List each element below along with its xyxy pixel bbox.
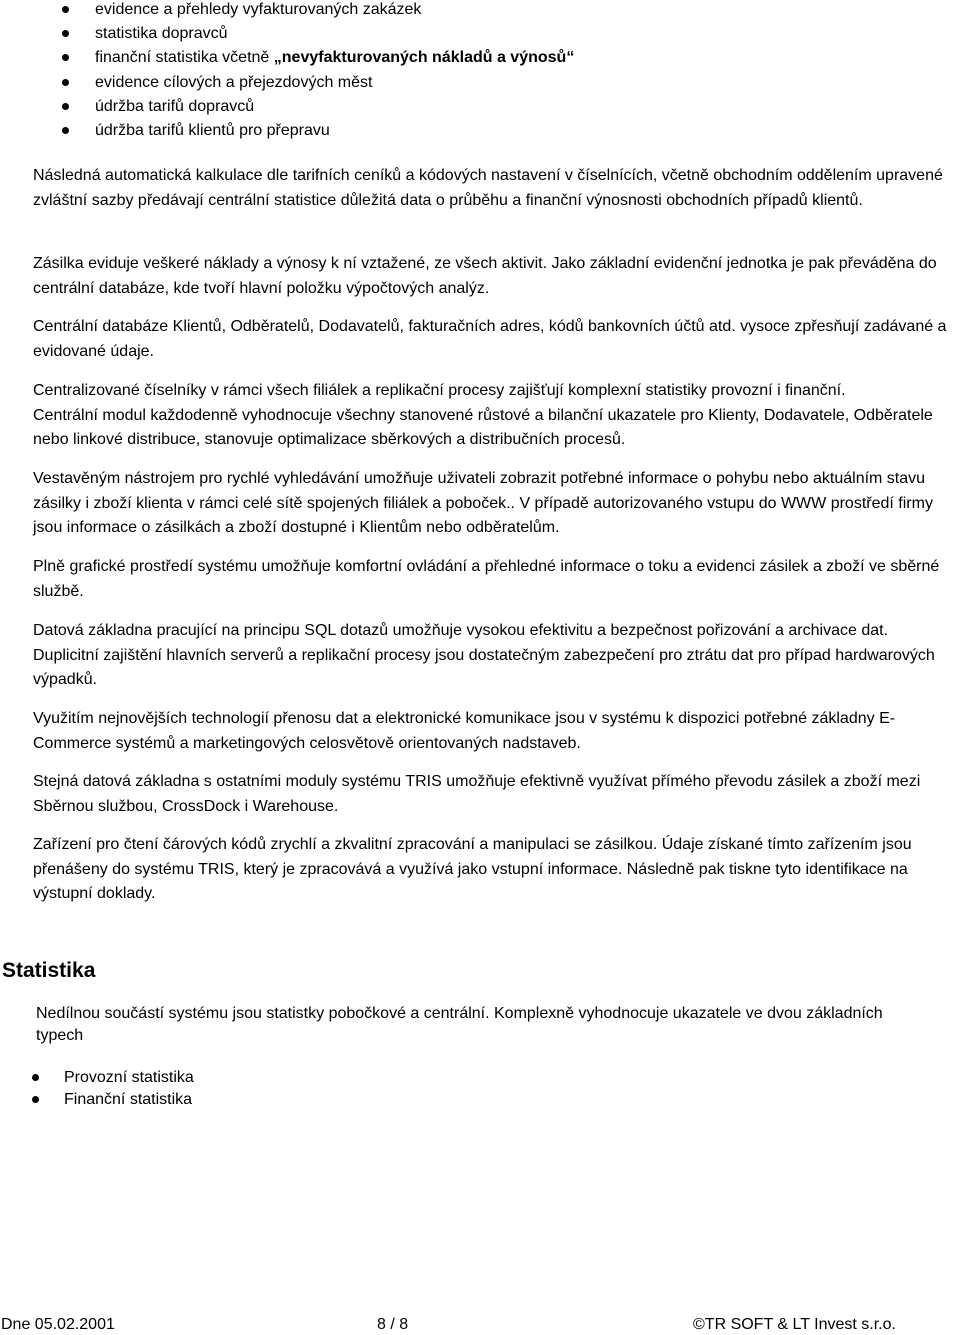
paragraph-line: Centralizované číselníky v rámci všech filiálek a replikační procesy zajišťují komplexní statistiky provozní i finanční.	[33, 382, 846, 399]
footer-date: Dne 05.02.2001	[1, 1316, 115, 1333]
list-item	[62, 46, 574, 70]
paragraph: Vestavěným nástrojem pro rychlé vyhledávání umožňuje uživateli zobrazit potřebné informace o pohybu nebo aktuálním stavu zásilky i zboží klienta v rámci celé sítě spojených filiálek a poboček.. V případě autorizovaného vstupu do WWW prostředí firmy jsou informace o zásilkách a zboží dostupné i Klientům nebo odběratelům.	[33, 470, 933, 536]
paragraph: Plně grafické prostředí systému umožňuje komfortní ovládání a přehledné informace o toku a evidenci zásilek a zboží ve sběrné službě.	[33, 558, 940, 600]
list-item: evidence a přehledy vyfakturovaných zakázek	[62, 0, 574, 22]
list-item: Provozní statistika	[32, 1067, 194, 1089]
section-intro: Nedílnou součástí systému jsou statistky pobočkové a centrální. Komplexně vyhodnocuje ukazatele ve dvou základních typech	[36, 1005, 883, 1044]
paragraph: Využitím nejnovějších technologií přenosu dat a elektronické komunikace jsou v systému k dispozici potřebné základny E-Commerce systémů a marketingových celosvětově orientovaných nadstaveb.	[33, 710, 896, 752]
page-footer	[0, 1315, 960, 1335]
paragraph	[33, 379, 958, 453]
paragraph: Zařízení pro čtení čárových kódů zrychlí a zkvalitní zpracování a manipulaci se zásilkou. Údaje získané tímto zařízením jsou přenášeny do systému TRIS, který je zpracovává a využívá jako vstupní informace. Následně pak tiskne tyto identifikace na výstupní doklady.	[33, 836, 912, 902]
paragraph: Centrální databáze Klientů, Odběratelů, Dodavatelů, fakturačních adres, kódů bankovních účtů atd. vysoce zpřesňují zadávané a evidované údaje.	[33, 318, 947, 360]
list-item: evidence cílových a přejezdových měst	[62, 71, 574, 95]
paragraph: Stejná datová základna s ostatními moduly systému TRIS umožňuje efektivně využívat přímého převodu zásilek a zboží mezi Sběrnou službou, CrossDock i Warehouse.	[33, 773, 921, 815]
list-item-text: finanční statistika včetně	[95, 49, 274, 67]
footer-company: ©TR SOFT & LT Invest s.r.o.	[693, 1316, 896, 1333]
feature-list	[62, 0, 574, 143]
footer-page-number: 8 / 8	[377, 1316, 409, 1333]
list-item: Finanční statistika	[32, 1089, 194, 1111]
statistics-list	[32, 1067, 194, 1110]
paragraph: Následná automatická kalkulace dle tarifních ceníků a kódových nastavení v číselnících, včetně obchodním oddělením upravené zvláštní sazby předávají centrální statistice důležitá data o průběhu a finanční výnosnosti obchodních případů klientů.	[33, 167, 943, 209]
list-item-bold-text: „nevyfakturovaných nákladů a výnosů“	[273, 49, 575, 67]
section-heading: Statistika	[2, 959, 96, 982]
list-item: údržba tarifů klientů pro přepravu	[62, 119, 574, 143]
paragraph-line: Centrální modul každodenně vyhodnocuje všechny stanovené růstové a bilanční ukazatele pro Klienty, Dodavatele, Odběratele nebo linkové distribuce, stanovuje optimalizace sběrkových a distribučních procesů.	[33, 406, 933, 448]
list-item: údržba tarifů dopravců	[62, 95, 574, 119]
paragraph: Zásilka eviduje veškeré náklady a výnosy k ní vztažené, ze všech aktivit. Jako základní evidenční jednotka je pak převáděna do centrální databáze, kde tvoří hlavní položku výpočtových analýz.	[33, 255, 937, 297]
paragraph: Datová základna pracující na principu SQL dotazů umožňuje vysokou efektivitu a bezpečnost pořizování a archivace dat. Duplicitní zajištění hlavních serverů a replikační procesy jsou dostatečným zabezpečení pro ztrátu dat pro případ hardwarových výpadků.	[33, 622, 935, 688]
list-item: statistika dopravců	[62, 22, 574, 46]
